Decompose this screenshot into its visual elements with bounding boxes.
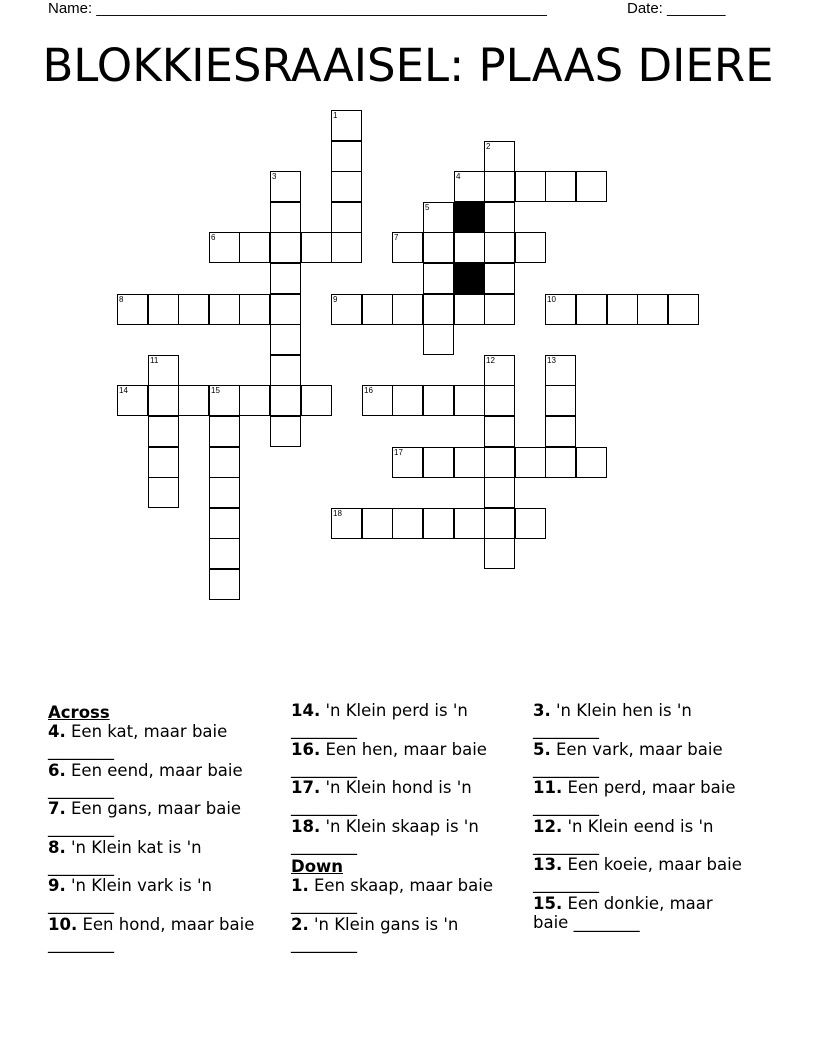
grid-cell[interactable] bbox=[331, 110, 362, 141]
clue-text: Een donkie, maar bbox=[567, 893, 713, 913]
grid-cell[interactable] bbox=[423, 232, 454, 263]
grid-cell[interactable] bbox=[454, 294, 485, 325]
clue-number: 5 bbox=[425, 203, 430, 212]
clue-text: Een vark, maar baie bbox=[556, 739, 723, 759]
clue-text: 'n Klein skaap is 'n bbox=[325, 816, 479, 836]
grid-cell[interactable] bbox=[239, 294, 270, 325]
clue-number-label: 14. bbox=[291, 701, 321, 720]
grid-cell[interactable] bbox=[270, 202, 301, 233]
grid-cell[interactable] bbox=[607, 294, 638, 325]
grid-cell[interactable] bbox=[576, 294, 607, 325]
grid-cell[interactable] bbox=[209, 477, 240, 508]
grid-cell[interactable] bbox=[178, 294, 209, 325]
clue-number-label: 3. bbox=[533, 701, 551, 720]
grid-cell[interactable] bbox=[270, 232, 301, 263]
grid-cell[interactable] bbox=[270, 355, 301, 386]
clue-text: 'n Klein hen is 'n bbox=[556, 701, 692, 720]
grid-cell[interactable] bbox=[454, 232, 485, 263]
grid-cell[interactable] bbox=[515, 508, 546, 539]
answer-blank: ________ bbox=[291, 895, 357, 914]
clue-text: Een perd, maar baie bbox=[567, 778, 736, 797]
clue-number-label: 6. bbox=[48, 760, 66, 780]
grid-cell[interactable] bbox=[484, 447, 515, 478]
grid-cell[interactable] bbox=[270, 324, 301, 355]
grid-cell[interactable] bbox=[515, 447, 546, 478]
clue-number: 3 bbox=[272, 172, 277, 181]
clue-text: Een hen, maar baie bbox=[325, 739, 487, 759]
grid-cell[interactable] bbox=[423, 508, 454, 539]
grid-cell[interactable] bbox=[331, 171, 362, 202]
grid-cell[interactable] bbox=[423, 202, 454, 233]
grid-cell[interactable] bbox=[301, 232, 332, 263]
clue-line bbox=[533, 817, 763, 836]
date-line: Date: _______ bbox=[627, 0, 726, 17]
grid-cell[interactable] bbox=[178, 385, 209, 416]
grid-cell[interactable] bbox=[423, 263, 454, 294]
clue-text: Een eend, maar baie bbox=[71, 760, 243, 780]
clue-number-label: 18. bbox=[291, 816, 321, 836]
grid-cell[interactable] bbox=[545, 355, 576, 386]
grid-cell[interactable] bbox=[545, 385, 576, 416]
grid-cell[interactable] bbox=[454, 447, 485, 478]
clue-item bbox=[48, 838, 278, 877]
clue-line bbox=[533, 740, 763, 759]
clue-line bbox=[291, 778, 521, 797]
grid-cell[interactable] bbox=[209, 569, 240, 600]
grid-cell[interactable] bbox=[270, 416, 301, 447]
grid-cell[interactable] bbox=[270, 294, 301, 325]
grid-cell[interactable] bbox=[423, 385, 454, 416]
grid-cell[interactable] bbox=[362, 294, 393, 325]
grid-cell[interactable] bbox=[148, 385, 179, 416]
answer-blank: ________ bbox=[48, 856, 114, 876]
clue-number-label: 11. bbox=[533, 778, 563, 797]
clue-item bbox=[533, 817, 763, 856]
grid-cell[interactable] bbox=[148, 355, 179, 386]
grid-cell[interactable] bbox=[331, 141, 362, 172]
clue-line bbox=[291, 915, 521, 934]
answer-blank: ________ bbox=[533, 758, 599, 778]
clue-number-label: 7. bbox=[48, 799, 66, 818]
grid-cell[interactable] bbox=[362, 508, 393, 539]
grid-cell[interactable] bbox=[362, 385, 393, 416]
answer-blank: ________ bbox=[291, 933, 357, 953]
clue-text: 'n Klein kat is 'n bbox=[71, 837, 202, 857]
answer-blank: ________ bbox=[291, 720, 357, 739]
grid-cell[interactable] bbox=[484, 416, 515, 447]
grid-cell[interactable] bbox=[331, 202, 362, 233]
answer-blank: ________ bbox=[533, 720, 599, 739]
grid-cell[interactable] bbox=[392, 385, 423, 416]
grid-cell[interactable] bbox=[331, 232, 362, 263]
grid-cell[interactable] bbox=[545, 294, 576, 325]
clue-line bbox=[48, 876, 278, 895]
grid-cell[interactable] bbox=[209, 294, 240, 325]
grid-cell[interactable] bbox=[423, 294, 454, 325]
grid-cell[interactable] bbox=[484, 232, 515, 263]
grid-cell[interactable] bbox=[576, 171, 607, 202]
grid-cell[interactable] bbox=[392, 508, 423, 539]
grid-cell[interactable] bbox=[515, 171, 546, 202]
grid-cell[interactable] bbox=[270, 263, 301, 294]
answer-blank: ________ bbox=[48, 933, 114, 953]
clue-number-label: 15. bbox=[533, 893, 563, 913]
name-line: Name: ______________________________________________________ bbox=[48, 0, 547, 17]
grid-cell[interactable] bbox=[454, 508, 485, 539]
clue-line bbox=[291, 817, 521, 836]
clue-number-label: 2. bbox=[291, 914, 309, 934]
grid-cell[interactable] bbox=[484, 294, 515, 325]
clue-item bbox=[48, 722, 278, 761]
clue-line bbox=[533, 855, 763, 874]
grid-cell[interactable] bbox=[668, 294, 699, 325]
clue-text: Een skaap, maar baie bbox=[314, 876, 493, 895]
page-title: BLOKKIESRAAISEL: PLAAS DIERE bbox=[42, 39, 774, 92]
clue-section-heading: Down bbox=[291, 857, 344, 876]
clue-item bbox=[291, 778, 521, 817]
answer-blank: ________ bbox=[533, 874, 599, 893]
blocked-cell bbox=[454, 202, 485, 233]
grid-cell[interactable] bbox=[148, 447, 179, 478]
clue-item bbox=[48, 799, 278, 838]
grid-cell[interactable] bbox=[209, 416, 240, 447]
clue-line bbox=[48, 838, 278, 857]
clue-item bbox=[533, 894, 763, 933]
clue-item bbox=[291, 817, 521, 856]
clue-item bbox=[533, 701, 763, 740]
clue-number: 18 bbox=[333, 509, 342, 518]
grid-cell[interactable] bbox=[209, 232, 240, 263]
grid-cell[interactable] bbox=[484, 508, 515, 539]
grid-cell[interactable] bbox=[423, 324, 454, 355]
answer-blank: ________ bbox=[533, 835, 599, 855]
clue-line bbox=[533, 894, 763, 913]
clue-number-label: 12. bbox=[533, 816, 563, 836]
clue-line bbox=[48, 761, 278, 780]
clue-item bbox=[291, 740, 521, 779]
clue-number: 10 bbox=[547, 295, 556, 304]
clue-number-label: 9. bbox=[48, 876, 66, 895]
clue-number: 11 bbox=[150, 356, 159, 365]
clue-number: 12 bbox=[486, 356, 495, 365]
grid-cell[interactable] bbox=[270, 171, 301, 202]
clue-column-3 bbox=[533, 701, 763, 932]
clue-number-label: 5. bbox=[533, 739, 551, 759]
clue-number: 1 bbox=[333, 111, 338, 120]
clue-number-label: 13. bbox=[533, 855, 563, 874]
grid-cell[interactable] bbox=[545, 416, 576, 447]
clue-text: Een gans, maar baie bbox=[71, 799, 242, 818]
grid-cell[interactable] bbox=[331, 508, 362, 539]
answer-blank: ________ bbox=[48, 895, 114, 914]
clue-item bbox=[533, 778, 763, 817]
answer-blank: baie ________ bbox=[533, 912, 640, 932]
clue-number: 16 bbox=[364, 386, 373, 395]
clue-item bbox=[48, 761, 278, 800]
clue-number: 6 bbox=[211, 233, 216, 242]
clue-text: 'n Klein eend is 'n bbox=[567, 816, 714, 836]
answer-blank: ________ bbox=[48, 818, 114, 837]
grid-cell[interactable] bbox=[484, 263, 515, 294]
clue-item bbox=[48, 915, 278, 954]
clue-number-label: 4. bbox=[48, 722, 66, 741]
blocked-cell bbox=[454, 263, 485, 294]
grid-cell[interactable] bbox=[392, 232, 423, 263]
clue-number: 9 bbox=[333, 295, 338, 304]
grid-cell[interactable] bbox=[209, 538, 240, 569]
grid-cell[interactable] bbox=[239, 385, 270, 416]
clue-number: 14 bbox=[119, 386, 128, 395]
grid-cell[interactable] bbox=[545, 171, 576, 202]
clue-number-label: 17. bbox=[291, 778, 321, 797]
clue-line bbox=[291, 876, 521, 895]
clue-item bbox=[533, 740, 763, 779]
grid-cell[interactable] bbox=[484, 171, 515, 202]
clue-item bbox=[291, 876, 521, 915]
grid-cell[interactable] bbox=[301, 385, 332, 416]
grid-cell[interactable] bbox=[209, 508, 240, 539]
clue-number: 15 bbox=[211, 386, 220, 395]
grid-cell[interactable] bbox=[117, 385, 148, 416]
grid-cell[interactable] bbox=[209, 385, 240, 416]
clue-item bbox=[48, 876, 278, 915]
clue-item bbox=[291, 701, 521, 740]
grid-cell[interactable] bbox=[484, 141, 515, 172]
grid-cell[interactable] bbox=[484, 538, 515, 569]
clue-number: 7 bbox=[394, 233, 399, 242]
clue-text: Een kat, maar baie bbox=[71, 722, 228, 741]
clue-number-label: 16. bbox=[291, 739, 321, 759]
clue-line bbox=[533, 778, 763, 797]
clue-number-label: 10. bbox=[48, 914, 78, 934]
clue-line bbox=[533, 701, 763, 720]
grid-cell[interactable] bbox=[331, 294, 362, 325]
clue-number: 2 bbox=[486, 142, 491, 151]
answer-blank: ________ bbox=[533, 797, 599, 816]
grid-cell[interactable] bbox=[392, 447, 423, 478]
clue-text: 'n Klein gans is 'n bbox=[314, 914, 459, 934]
grid-cell[interactable] bbox=[148, 416, 179, 447]
clue-line bbox=[48, 799, 278, 818]
grid-cell[interactable] bbox=[148, 477, 179, 508]
clue-section-heading: Across bbox=[48, 703, 110, 722]
clue-line bbox=[48, 915, 278, 934]
grid-cell[interactable] bbox=[637, 294, 668, 325]
grid-cell[interactable] bbox=[454, 171, 485, 202]
answer-blank: ________ bbox=[48, 741, 114, 760]
answer-blank: ________ bbox=[291, 835, 357, 855]
clue-number: 4 bbox=[456, 172, 461, 181]
grid-cell[interactable] bbox=[239, 232, 270, 263]
grid-cell[interactable] bbox=[454, 385, 485, 416]
clue-text: Een hond, maar baie bbox=[82, 914, 255, 934]
clue-number: 8 bbox=[119, 295, 124, 304]
answer-blank: ________ bbox=[291, 797, 357, 816]
grid-cell[interactable] bbox=[117, 294, 148, 325]
clue-number: 17 bbox=[394, 448, 403, 457]
grid-cell[interactable] bbox=[209, 447, 240, 478]
grid-cell[interactable] bbox=[576, 447, 607, 478]
clue-line bbox=[48, 722, 278, 741]
clue-column-2 bbox=[291, 701, 521, 953]
clue-text: Een koeie, maar baie bbox=[567, 855, 742, 874]
answer-blank: ________ bbox=[291, 758, 357, 778]
clue-number-label: 1. bbox=[291, 876, 309, 895]
grid-cell[interactable] bbox=[515, 232, 546, 263]
clue-column-1 bbox=[48, 701, 278, 953]
clue-number: 13 bbox=[547, 356, 556, 365]
grid-cell[interactable] bbox=[484, 385, 515, 416]
grid-cell[interactable] bbox=[545, 447, 576, 478]
grid-cell[interactable] bbox=[392, 294, 423, 325]
clue-number-label: 8. bbox=[48, 837, 66, 857]
grid-cell[interactable] bbox=[484, 202, 515, 233]
grid-cell[interactable] bbox=[148, 294, 179, 325]
clue-text: 'n Klein vark is 'n bbox=[71, 876, 212, 895]
clue-text: 'n Klein hond is 'n bbox=[325, 778, 472, 797]
grid-cell[interactable] bbox=[484, 477, 515, 508]
clue-line bbox=[291, 740, 521, 759]
clue-line bbox=[291, 701, 521, 720]
clue-item bbox=[533, 855, 763, 894]
clue-text: 'n Klein perd is 'n bbox=[325, 701, 468, 720]
grid-cell[interactable] bbox=[270, 385, 301, 416]
grid-cell[interactable] bbox=[423, 447, 454, 478]
answer-blank: ________ bbox=[48, 779, 114, 799]
grid-cell[interactable] bbox=[484, 355, 515, 386]
clue-item bbox=[291, 915, 521, 954]
